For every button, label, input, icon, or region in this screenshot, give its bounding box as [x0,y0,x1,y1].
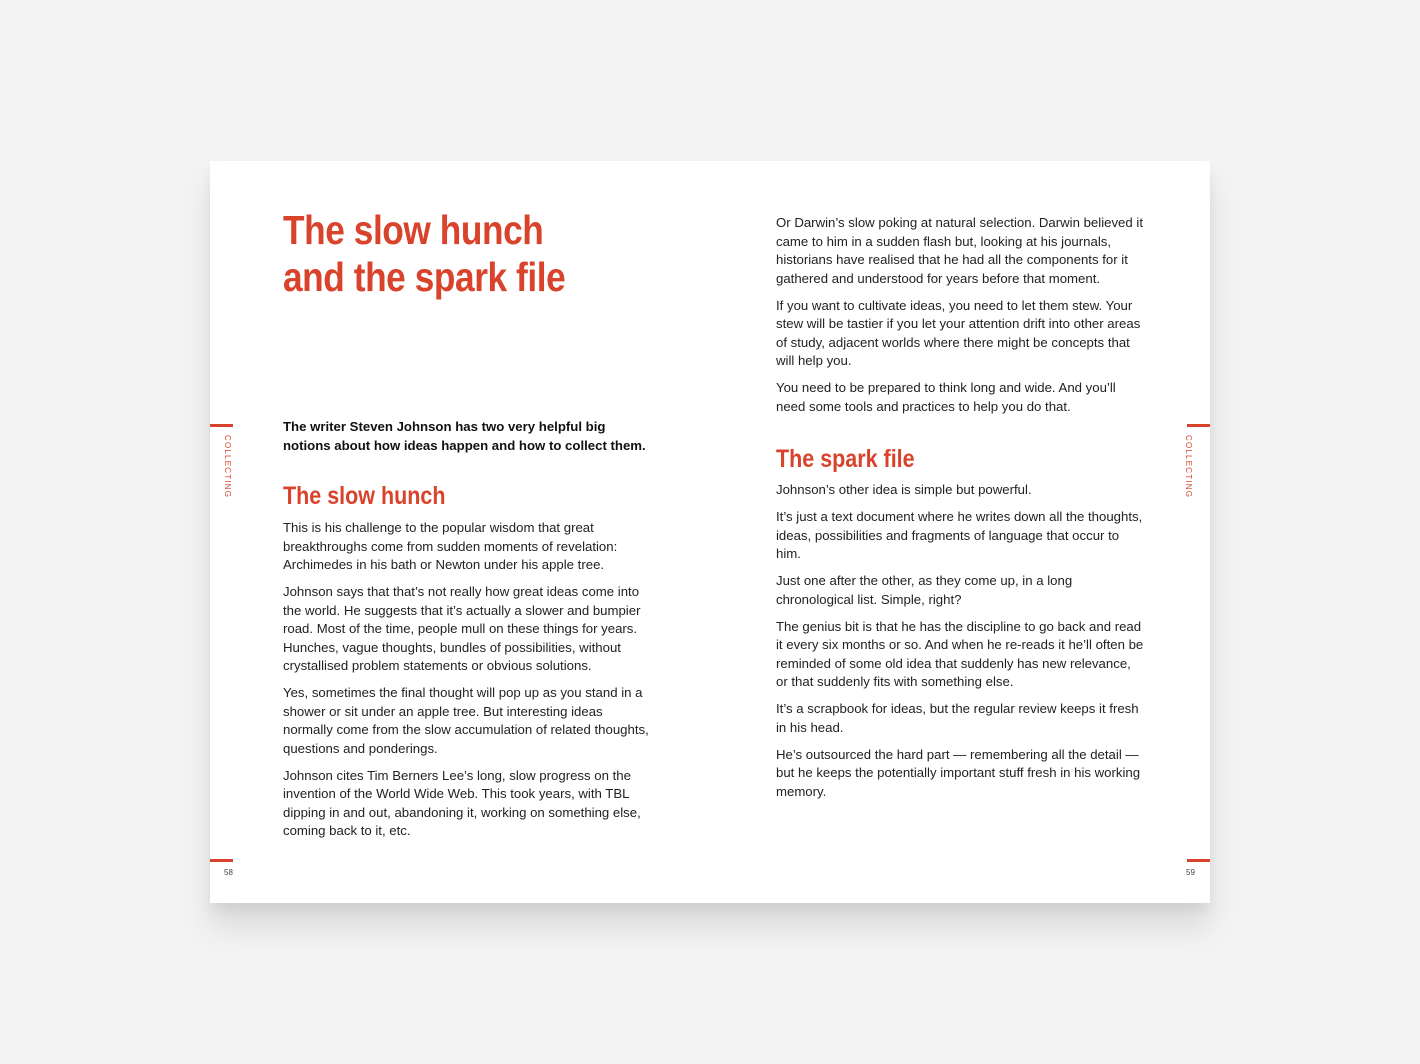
intro-paragraph: The writer Steven Johnson has two very helpful big notions about how ideas happen and how to collect them. [283,419,646,453]
paragraph: This is his challenge to the popular wisdom that great breakthroughs come from sudden moments of revelation: Archimedes in his bath or Newton under his apple tree. [283,520,618,572]
paragraph: The genius bit is that he has the discipline to go back and read it every six months or so. And when he re-reads it he’ll often be reminded of some old idea that suddenly has new relevance, or that suddenly fits with something else. [776,618,1144,689]
paragraph: Just one after the other, as they come up, in a long chronological list. Simple, right? [776,573,1073,607]
section-label: COLLECTING [223,435,232,499]
paragraph: It’s just a text document where he writes down all the thoughts, ideas, possibilities and fragments of language that occur to him. [776,509,1143,561]
page-number-marker [210,859,233,862]
title-line-2: and the spark file [283,254,566,300]
paragraph: Johnson’s other idea is simple but powerful. [776,482,1032,497]
section-marker [210,424,233,427]
body-text-bottom [776,481,1146,810]
page-number: 58 [224,868,233,877]
right-page [710,161,1210,903]
paragraph: If you want to cultivate ideas, you need to let them stew. Your stew will be tastier if you let your attention drift into other areas of study, adjacent worlds where there might be concepts that will help you. [776,297,1141,368]
body-text [283,519,653,849]
paragraph: You need to be prepared to think long and wide. And you’ll need some tools and practices to help you do that. [776,380,1116,414]
page-number-marker [1187,859,1210,862]
title-line-1: The slow hunch [283,207,544,253]
left-page [210,161,710,903]
paragraph: Johnson cites Tim Berners Lee’s long, slow progress on the invention of the World Wide Web. This took years, with TBL dipping in and out, abandoning it, working on something else, coming back to it, etc. [283,767,641,838]
section-marker [1187,424,1210,427]
page-title [283,207,565,301]
paragraph: Yes, sometimes the final thought will pop up as you stand in a shower or sit under an apple tree. But interesting ideas normally come from the slow accumulation of related thoughts, questions and ponderings. [283,685,649,756]
paragraph: Johnson says that that’s not really how great ideas come into the world. He suggests that it’s actually a slower and bumpier road. Most of the time, people mull on these things for years. Hunches, vague thoughts, bundles of possibilities, without crystallised problem statements or obvious solutions. [283,584,641,673]
section-heading: The spark file [776,445,915,473]
paragraph: Or Darwin’s slow poking at natural selection. Darwin believed it came to him in a sudden flash but, looking at his journals, historians have realised that he had all the components for it gathered and understood for years before that moment. [776,215,1143,286]
section-heading: The slow hunch [283,482,446,510]
book-spread [210,161,1210,903]
paragraph: He’s outsourced the hard part — remembering all the detail — but he keeps the potentially important stuff fresh in his working memory. [776,746,1141,799]
section-label: COLLECTING [1184,435,1193,499]
body-text-top [776,214,1146,425]
page-number: 59 [1186,868,1195,877]
paragraph: It’s a scrapbook for ideas, but the regular review keeps it fresh in his head. [776,701,1139,735]
